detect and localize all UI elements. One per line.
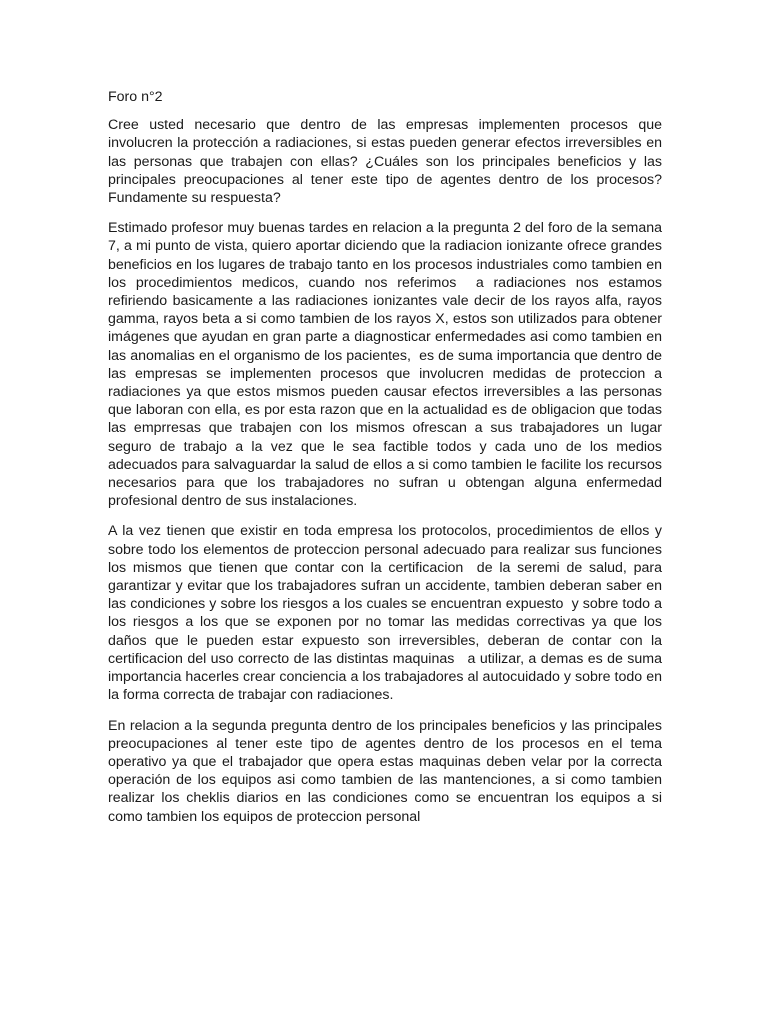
- question-paragraph: Cree usted necesario que dentro de las empresas implementen procesos que involucren la protección a radiaciones, si estas pueden generar efectos irreversibles en las personas que trabajen con ellas? ¿Cuáles son los principales beneficios y las principales preocupaciones al tener este tipo de agentes dentro de los procesos? Fundamente su respuesta?: [108, 117, 666, 207]
- document-page: [108, 88, 666, 838]
- answer-paragraph-3: En relacion a la segunda pregunta dentro de los principales beneficios y las principales preocupaciones al tener este tipo de agentes dentro de los procesos en el tema operativo ya que el trabajador que opera estas maquinas deben velar por la correcta operación de los equipos asi como tambien de las mantenciones, a si como tambien realizar los cheklis diarios en las condiciones como se encuentran los equipos a si como tambien los equipos de proteccion personal: [108, 717, 666, 825]
- document-title: Foro n°2: [108, 89, 163, 105]
- answer-paragraph-2: A la vez tienen que existir en toda empresa los protocolos, procedimientos de ellos y sobre todo los elementos de proteccion personal adecuado para realizar sus funciones los mismos que tienen que contar con la certificacion de la seremi de salud, para garantizar y evitar que los trabajadores sufran un accidente, tambien deberan saber en las condiciones y sobre los riesgos a los cuales se encuentran expuesto y sobre todo a los riesgos a los que se exponen por no tomar las medidas correctivas ya que los daños que le pueden estar expuesto son irreversibles, deberan de contar con la certificacion del uso correcto de las distintas maquinas a utilizar, a demas es de suma importancia hacerles crear conciencia a los trabajadores al autocuidado y sobre todo en la forma correcta de trabajar con radiaciones.: [108, 523, 666, 704]
- answer-paragraph-1: Estimado profesor muy buenas tardes en relacion a la pregunta 2 del foro de la semana 7, a mi punto de vista, quiero aportar diciendo que la radiacion ionizante ofrece grandes beneficios en los lugares de trabajo tanto en los procesos industriales como tambien en los procedimientos medicos, cuando nos referimos a radiaciones nos estamos refiriendo basicamente a las radiaciones ionizantes vale decir de los rayos alfa, rayos gamma, rayos beta a si como tambien de los rayos X, estos son utilizados para obtener imágenes que ayudan en gran parte a diagnosticar enfermedades asi como tambien en las anomalias en el organismo de los pacientes, es de suma importancia que dentro de las empresas se implementen procesos que involucren medidas de proteccion a radiaciones ya que estos mismos pueden causar efectos irreversibles a las personas que laboran con ella, es por esta razon que en la actualidad es de obligacion que todas las emprresas que trabajen con los mismos ofrescan a sus trabajadores un lugar seguro de trabajo a la vez que le sea factible todos y cada uno de los medios adecuados para salvaguardar la salud de ellos a si como tambien le facilite los recursos necesarios para que los trabajadores no sufran u obtengan alguna enfermedad profesional dentro de sus instalaciones.: [108, 220, 666, 510]
